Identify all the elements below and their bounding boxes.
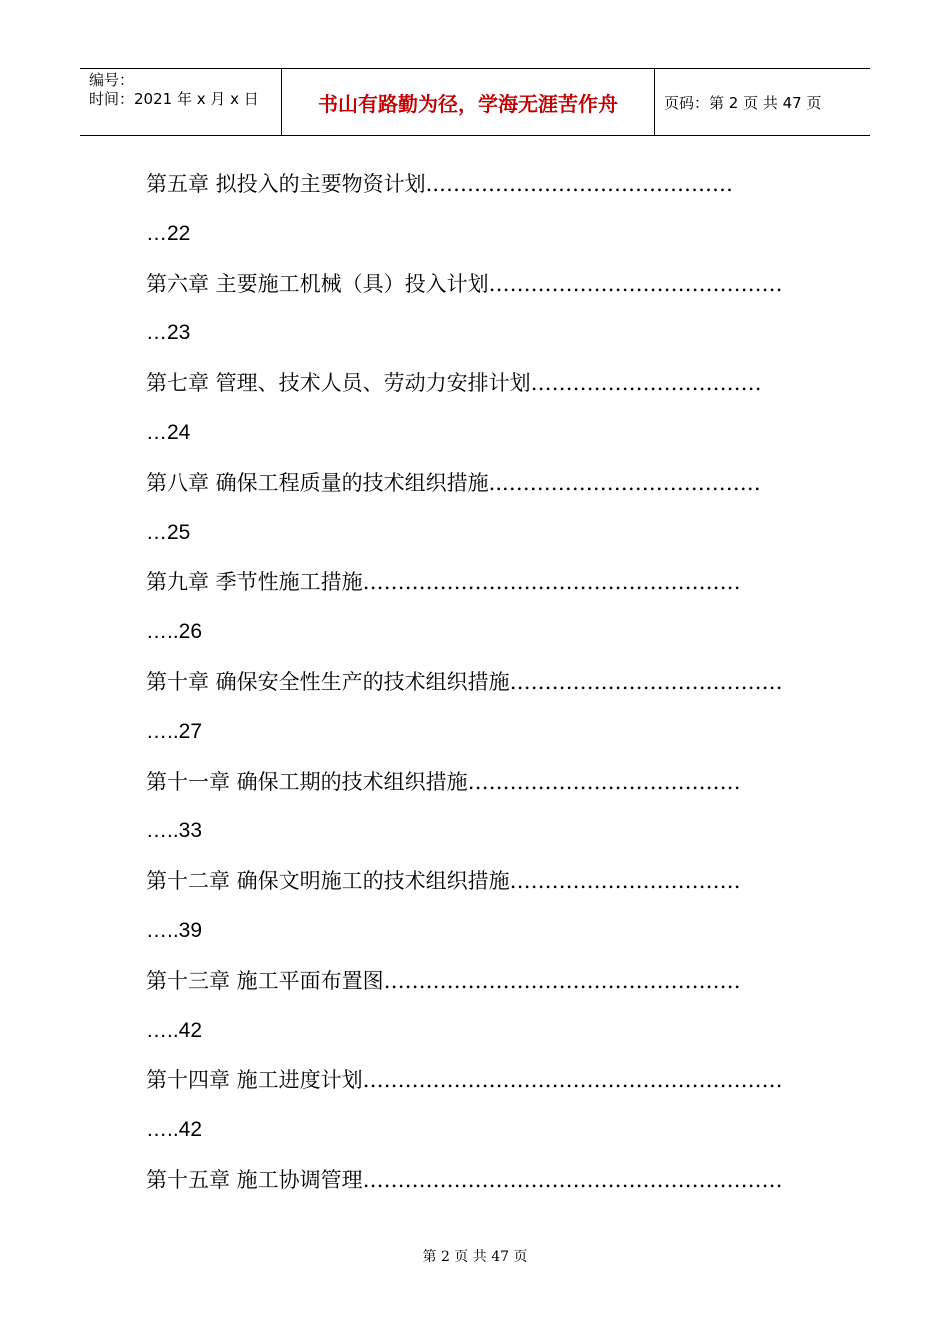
toc-entry-title: 第十五章 施工协调管理……………………………………………………: [146, 1167, 783, 1192]
toc-entry-title: 第五章 拟投入的主要物资计划..……………………………………: [146, 172, 734, 196]
document-date-label: 时间：2021 年 x 月 x 日: [89, 90, 259, 108]
header-motto-cell: [282, 69, 655, 135]
header-page-info: 页码：第 2 页 共 47 页: [664, 94, 822, 112]
table-of-contents: [146, 164, 826, 1210]
toc-entry-page: …24: [146, 420, 191, 444]
toc-entry-title: 第九章 季节性施工措施………………………………………………: [146, 570, 741, 595]
header-meta-cell: [80, 69, 282, 135]
toc-entry-page: …23: [146, 321, 191, 345]
toc-entry-page: …..27: [146, 719, 203, 743]
toc-entry-page: …..26: [146, 620, 203, 644]
toc-entry-title: 第六章 主要施工机械（具）投入计划……………………………………: [146, 271, 783, 296]
toc-entry-page: …..42: [146, 1118, 203, 1142]
toc-entry-title: 第十二章 确保文明施工的技术组织措施……………………………: [146, 869, 741, 894]
document-number-label: 编号：: [89, 71, 135, 89]
toc-entry-title: 第八章 确保工程质量的技术组织措施...………………………………: [146, 470, 761, 495]
page-footer: 第 2 页 共 47 页: [422, 1249, 528, 1265]
toc-entry-title: 第十章 确保安全性生产的技术组织措施…………………………………: [146, 669, 783, 694]
toc-entry-title: 第十四章 施工进度计划……………………………………………………: [146, 1068, 783, 1093]
toc-entry-page: …..33: [146, 819, 203, 843]
toc-entry-title: 第十一章 确保工期的技术组织措施…………………………………: [146, 769, 741, 794]
header-motto: 书山有路勤为径，学海无涯苦作舟: [318, 92, 618, 116]
toc-entry-page: …22: [146, 221, 191, 245]
toc-entry-page: …25: [146, 520, 191, 544]
header-page-cell: [655, 69, 870, 135]
toc-entry-page: …..42: [146, 1018, 203, 1042]
page-header: [80, 68, 870, 136]
toc-entry-title: 第七章 管理、技术人员、劳动力安排计划……………………………: [146, 371, 762, 396]
toc-entry-title: 第十三章 施工平面布置图……………………………………………: [146, 968, 741, 993]
toc-entry-page: …..39: [146, 918, 203, 942]
